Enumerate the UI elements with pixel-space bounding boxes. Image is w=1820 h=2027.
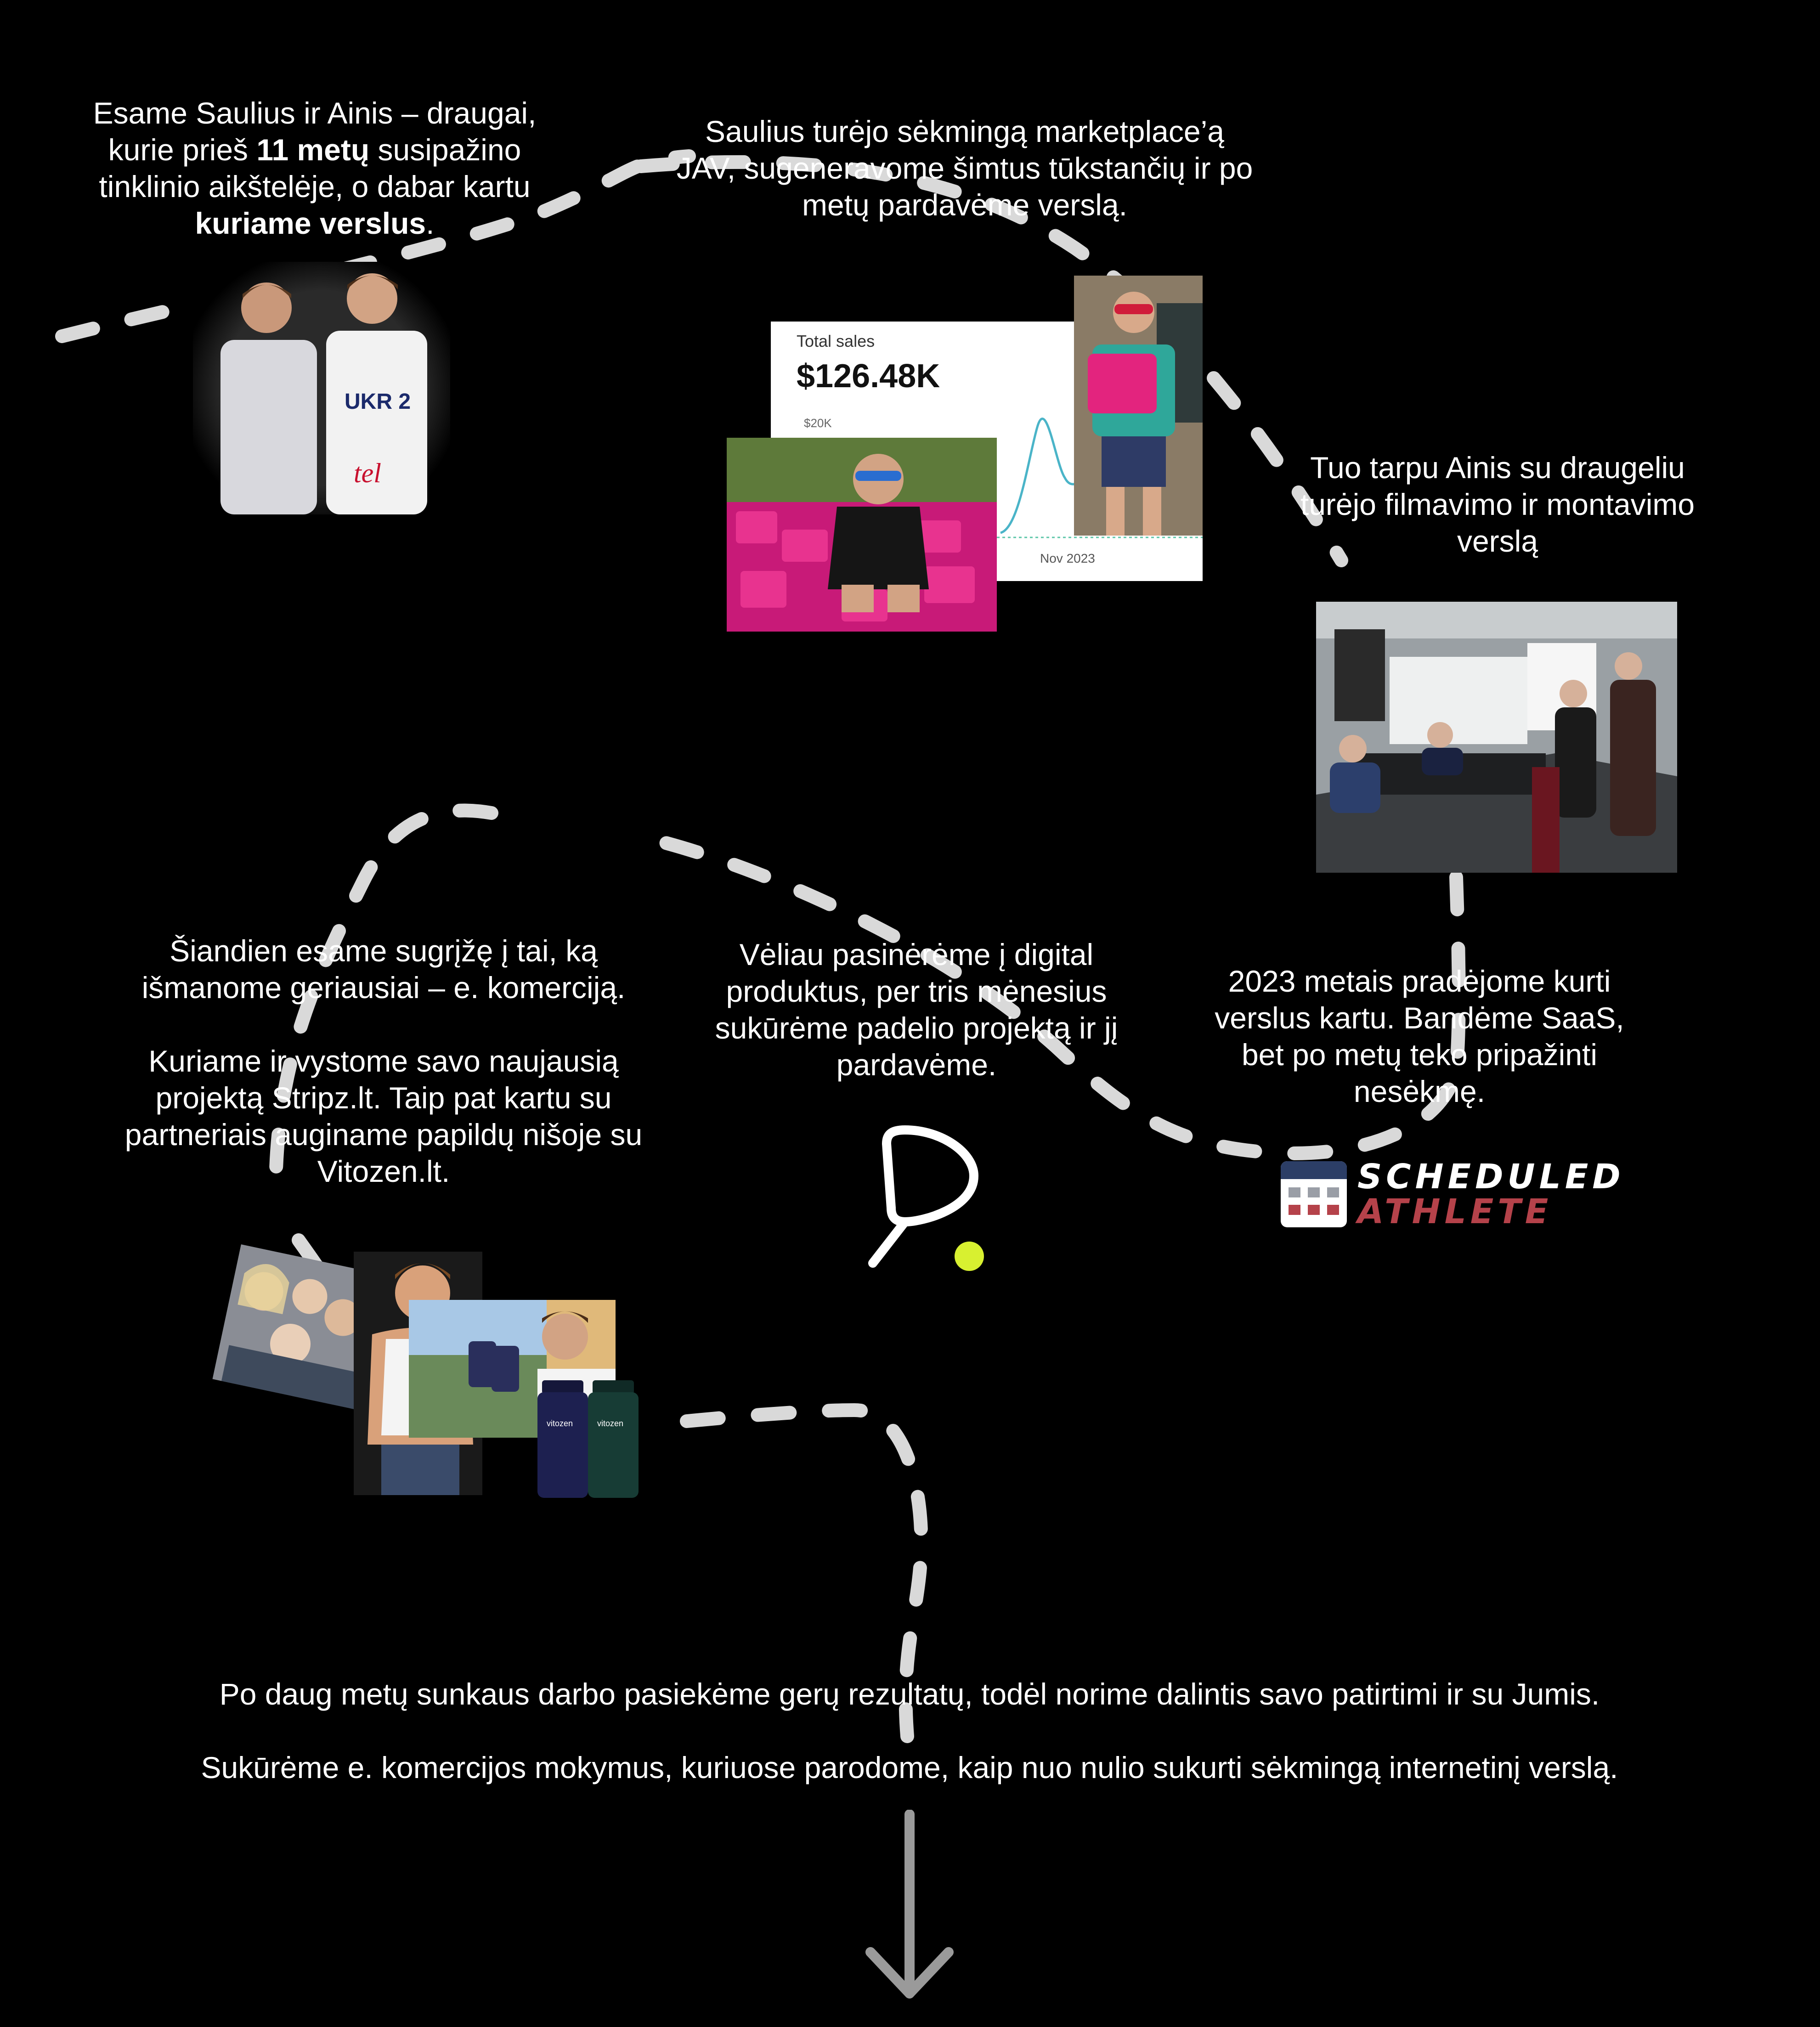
today-paragraph-1: Šiandien esame sugrįžę į tai, ką išmanome geriausiai – e. komerciją.	[141, 934, 626, 1005]
pink-bags-sitting-photo	[727, 438, 997, 632]
tennis-ball	[955, 1242, 984, 1271]
intro-line-1: Esame Saulius ir Ainis – draugai,	[93, 96, 537, 130]
filming-text: Tuo tarpu Ainis su draugeliu turėjo filmavimo ir montavimo verslą	[1300, 451, 1695, 558]
filming-studio-photo	[1316, 602, 1677, 873]
svg-text:tel: tel	[354, 458, 381, 488]
pink-bags-standing-photo	[1074, 276, 1203, 536]
digital-products-text: Vėliau pasinėrėme į digital produktus, per tris mėnesius sukūrėme padelio projektą ir jį pardavėme.	[715, 937, 1118, 1082]
intro-line-2: kurie prieš 11 metų susipažino	[108, 133, 521, 167]
svg-text:vitozen: vitozen	[597, 1419, 624, 1428]
intro-line-3: tinklinio aikštelėje, o dabar kartu	[99, 169, 531, 203]
today-text	[101, 932, 666, 1190]
vitozen-bottles	[537, 1376, 648, 1500]
scheduled-athlete-line-2: ATHLETE	[1357, 1192, 1553, 1231]
sales-label: Total sales	[797, 332, 875, 350]
arrow-down-icon	[864, 1810, 955, 2003]
svg-text:UKR 2: UKR 2	[345, 390, 411, 414]
svg-text:vitozen: vitozen	[547, 1419, 573, 1428]
intro-line-4: kuriame verslus.	[195, 206, 435, 240]
scheduled-athlete-logo	[1279, 1155, 1625, 1233]
intro-text	[55, 95, 574, 242]
today-paragraph-2: Kuriame ir vystome savo naujausią projektą Stripz.lt. Taip pat kartu su partneriais auginame papildų nišoje su Vitozen.lt.	[124, 1044, 643, 1188]
bottom-text	[92, 1676, 1727, 1786]
bottom-line-1: Po daug metų sunkaus darbo pasiekėme gerų rezultatų, todėl norime dalintis savo patirtimi ir su Jumis.	[219, 1677, 1600, 1711]
sales-date: Nov 2023	[1040, 551, 1095, 565]
sales-value: $126.48K	[797, 358, 940, 395]
calendar-icon	[1279, 1160, 1348, 1229]
scheduled-athlete-line-1: SCHEDULED	[1357, 1157, 1625, 1197]
padel-racket-icon	[859, 1125, 997, 1277]
years-highlight: 11 metų	[256, 133, 370, 167]
business-highlight: kuriame verslus	[195, 206, 426, 240]
founders-childhood-photo	[193, 262, 450, 514]
bottom-line-2: Sukūrėme e. komercijos mokymus, kuriuose parodome, kaip nuo nulio sukurti sėkmingą internetinį verslą.	[201, 1750, 1618, 1784]
saas-text: 2023 metais pradėjome kurti verslus kartu. Bandėme SaaS, bet po metų teko pripažinti nesėkmę.	[1215, 964, 1624, 1108]
sales-axis-tick: $20K	[804, 416, 832, 430]
marketplace-text: Saulius turėjo sėkmingą marketplace’ą JAV, sugeneravome šimtus tūkstančių ir po metų pardavėme verslą.	[676, 114, 1253, 222]
